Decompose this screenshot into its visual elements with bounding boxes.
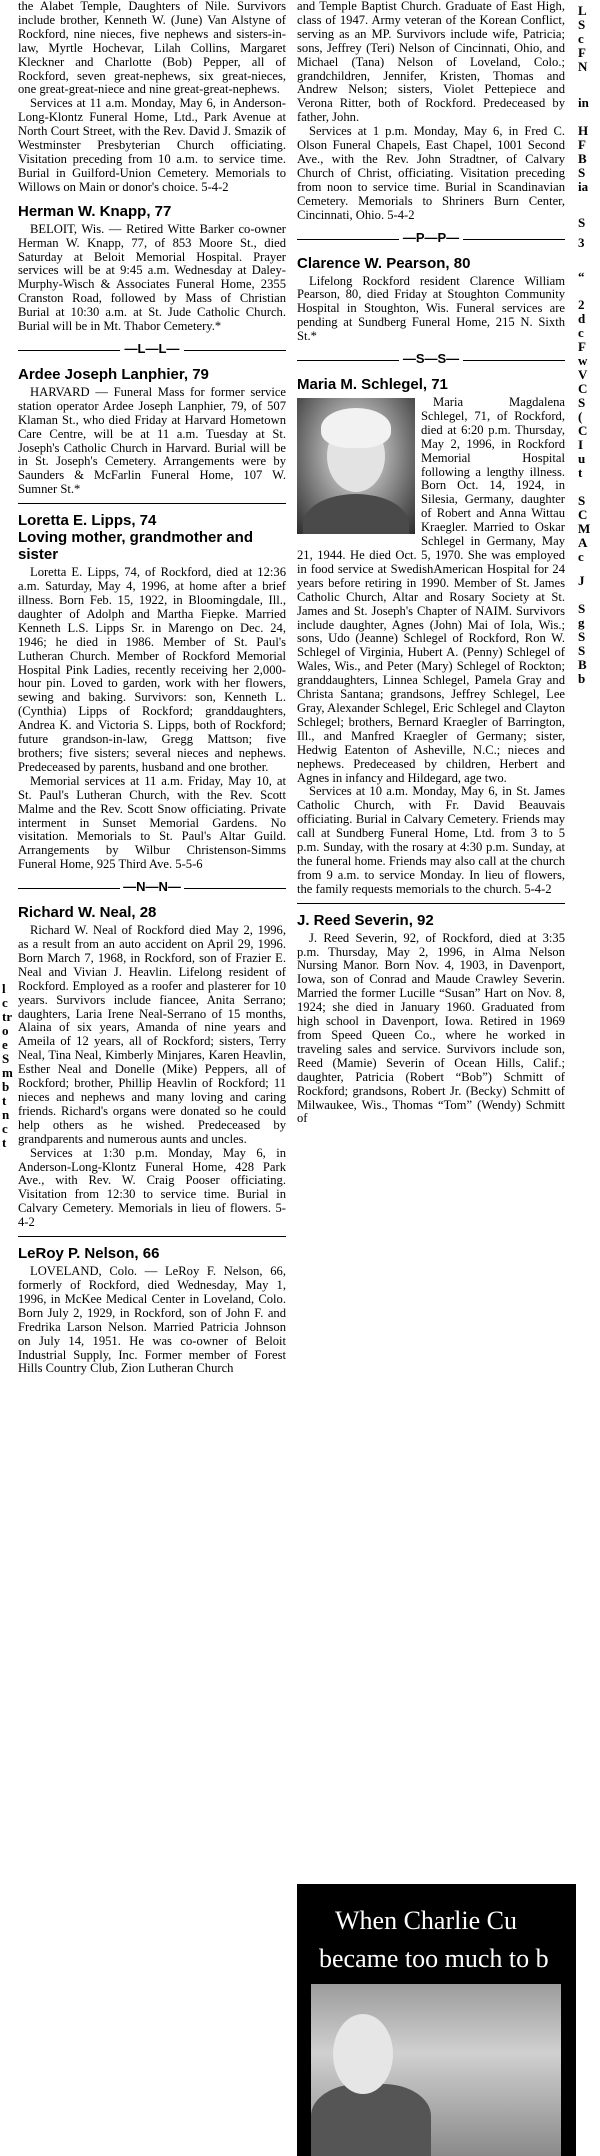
ad-headline-line1: When Charlie Cu — [335, 1906, 517, 1935]
separator-rule — [297, 903, 565, 904]
right-fragment: L — [578, 3, 587, 18]
right-fragment: c — [578, 31, 584, 46]
ad-photo-head — [333, 2014, 393, 2094]
left-fragment: n — [2, 1107, 10, 1122]
right-fragment: I — [578, 437, 584, 452]
obituary-continued-paragraph: the Alabet Temple, Daughters of Nile. Survivors include brother, Kenneth W. (June) Van Alstyne of Rockford, nine nieces, five nephews and sisters-in-law, Myrtle Hochevar, Lilah Collins, Margaret Kleckner and Charlotte (Bob) Pepper, all of Rockford, seven great-nephews, six great-nieces, one great-great-niece and nine great-great-nephews. — [18, 0, 286, 97]
right-fragment: c — [578, 325, 584, 340]
right-fragment: F — [578, 137, 586, 152]
obituary-paragraph-nelson: LOVELAND, Colo. — LeRoy F. Nelson, 66, formerly of Rockford, died Wednesday, May 1, 1996, in McKee Medical Center in Loveland, Colo. Born July 2, 1929, in Rockford, son of John F. and Fredrika Larson Nelson. Married Patricia Johnson on July 14, 1951. He was co-owner of Beloit Industrial Supply, Inc. Former member of Forest Hills Country Club, Zion Lutheran Church — [18, 1264, 286, 1376]
services-paragraph-schlegel: Services at 10 a.m. Monday, May 6, in St. James Catholic Church, with Fr. David Beauvais officiating. Burial in Calvary Cemetery. Friends may call at Sundberg Funeral Home, Ltd. from 3 to 5 p.m. Sunday, with the rosary at 4:30 p.m. Sunday, at the funeral home. Friends may also call at the church from 9 a.m. to service Monday. In lieu of flowers, the family requests memorials to the church. 5-4-2 — [297, 784, 565, 896]
section-divider-l — [18, 342, 286, 358]
ad-photo-body — [311, 2084, 431, 2156]
left-fragment: b — [2, 1079, 10, 1094]
obituary-heading-severin: J. Reed Severin, 92 — [297, 911, 434, 929]
obituary-heading-neal: Richard W. Neal, 28 — [18, 904, 157, 922]
right-fragment: M — [578, 521, 591, 536]
divider-label: —N—N— — [123, 879, 181, 895]
obituary-paragraph-schlegel: Maria Magdalena Schlegel, 71, of Rockford, died at 6:20 p.m. Thursday, May 2, 1996, in Rockford Memorial Hospital following a lengthy illness. Born Oct. 14, 1924, in Silesia, Germany, daughter of Robert and Anna Wittau Kraegler. Married to Oskar Schlegel in Germany, May 21, 1944. He died Oct. 5, 1970. She was employed in food service at SwedishAmerican Hospital for 24 years before retiring in 1990. Member of St. James Catholic Church, Altar and Rosary Society at St. James and St. Joseph's Chapter of NAIM. Survivors include daughter, Agnes (John) Mai of Iola, Wis.; sons, Udo (Jeanne) Schlegel of Rockford, Ron W. Schlegel of Virginia, Hubert A. (Penny) Schlegel of Wales, Wis., and Peter (Mary) Schlegel of Rockton; granddaughters, Linnea Schlegel, Pamela Gray and Christa Santana; grandsons, Jeffrey Schlegel, Lee Gray, Alexander Schlegel, Eric Schlegel and Clayton Schlegel; brothers, Bernard Kraegler of Barrington, Ill., and Manfred Kraegler of Germany; sister, Hedwig Eatenton of Asheville, N.C.; nieces and nephews. Predeceased by children, Herbert and Agnes in infancy and Hildegard, age two. — [297, 395, 565, 785]
divider-label: —P—P— — [402, 229, 460, 245]
left-fragment: S — [2, 1051, 10, 1066]
ad-headline-line2: became too much to b — [319, 1944, 549, 1973]
right-fragment: S — [578, 601, 586, 616]
obituary-paragraph-lanphier: HARVARD — Funeral Mass for former service station operator Ardee Joseph Lanphier, 79, of 507 Klaman St., who died Friday at Harvard Hometown Care Centre, will be at 11 a.m. Tuesday at St. Joseph's Catholic Church in Harvard. Burial will be in St. Joseph's Cemetery. Arrangements were by Saunders & McFarlin Funeral Home, 107 W. Sumner St.* — [18, 384, 286, 497]
obituary-continued-paragraph: and Temple Baptist Church. Graduate of East High, class of 1947. Army veteran of the Korean Conflict, serving as an MP. Survivors include wife, Patricia; sons, Jeffrey (Teri) Nelson of Cincinnati, Ohio, and Michael (Tana) Nelson of Loveland, Colo.; grandchildren, Jennifer, Kristen, Thomas and Andrew Nelson; sisters, Violet Pettepiece and Verona Ritter, both of Rockford. Predeceased by father, John. — [297, 0, 565, 125]
services-paragraph: Services at 11 a.m. Monday, May 6, in Anderson-Long-Klontz Funeral Home, Ltd., Park Avenue at North Court Street, with the Rev. David J. Smazik of Westminster Presbyterian Church officiating. Visitation preceding from 10 a.m. to service time. Burial in Guilford-Union Cemetery. Memorials to Willows on Main or donor's choice. 5-4-2 — [18, 96, 286, 194]
ad-photo — [311, 1984, 561, 2156]
obituary-heading-lipps — [18, 512, 286, 563]
left-fragment: c — [2, 995, 8, 1010]
advertisement-box — [297, 1884, 576, 2156]
right-fragment: “ — [578, 269, 585, 284]
obituary-paragraph-lipps: Loretta E. Lipps, 74, of Rockford, died at 12:36 a.m. Saturday, May 4, 1996, at home after a brief illness. Born Feb. 15, 1922, in Bloomingdale, Ill., daughter of Adolph and Martha Fiepke. Married Kenneth L.S. Lipps Sr. in Marengo on Dec. 24, 1946; he died in 1986. Member of St. Paul's Lutheran Church. Member of Rockford Memorial Hospital Pink Ladies, recently receiving her 2,000-hour pin. Loved to garden, work with her flowers, sewing and baking. Survivors: son, Kenneth L. (Cynthia) Lipps of Rockford; granddaughters, Andrea K. and Victoria S. Lipps, both of Rockford; future grandson-in-law, Gregg Mattson; five brothers; five sisters; several nieces and nephews. Predeceased by parents, husband and one brother. — [18, 565, 286, 774]
obituary-heading-lanphier: Ardee Joseph Lanphier, 79 — [18, 365, 209, 383]
right-fragment: F — [578, 339, 586, 354]
left-fragment: c — [2, 1121, 8, 1136]
right-fragment: c — [578, 549, 584, 564]
right-fragment: d — [578, 311, 586, 326]
section-divider-s — [297, 352, 565, 368]
services-paragraph-neal: Services at 1:30 p.m. Monday, May 6, in Anderson-Long-Klontz Funeral Home, 428 Park Ave., with Rev. W. Craig Pooser officiating. Visitation from 12:30 to service time. Burial in Calvary Cemetery. Memorials in lieu of flowers. 5-4-2 — [18, 1145, 286, 1230]
obituary-heading-pearson: Clarence W. Pearson, 80 — [297, 254, 471, 272]
right-fragment: t — [578, 465, 583, 480]
left-fragment: o — [2, 1023, 9, 1038]
services-paragraph-lipps: Memorial services at 11 a.m. Friday, May 10, at St. Paul's Lutheran Church, with the Rev. Scott Malme and the Rev. Scott Snow officiating. Private interment in Sunset Memorial Gardens. No visitation. Memorials to St. Paul's Altar Guild. Arrangements by Wilbur Christenson-Simms Funeral Home, 925 Third Ave. 5-5-6 — [18, 773, 286, 872]
heading-name: Loretta E. Lipps, 74 — [18, 512, 157, 530]
services-paragraph: Services at 1 p.m. Monday, May 6, in Fred C. Olson Funeral Chapels, East Chapel, 1001 Second Ave., with the Rev. John Stradtner, of Calvary Church of Christ, officiating. Visitation preceding from noon to service time. Burial in Scandinavian Cemetery. Memorials to Shriners Burn Center, Cincinnati, Ohio. 5-4-2 — [297, 124, 565, 222]
obituary-heading-nelson: LeRoy P. Nelson, 66 — [18, 1245, 160, 1263]
obituary-paragraph-severin: J. Reed Severin, 92, of Rockford, died at 3:35 p.m. Thursday, May 2, 1996, in Alma Nelson Nursing Manor. Born Nov. 4, 1903, in Davenport, Iowa, son of Conrad and Maude Crawley Severin. Married the former Lucille “Susan” Hart on Nov. 8, 1924; she died in January 1960. Graduated from high school in Davenport, Iowa. Retired in 1969 from Speed Queen Co., where he worked in traveling sales and service. Survivors include son, Reed (Mamie) Severin of Ocean Hills, Calif.; daughter, Patricia (Robert “Bob”) Schmitt of Rockford; grandsons, Robert Jr. (Becky) Schmitt of Milwaukee, Wis., Thomas “Tom” (Wendy) Schmitt of — [297, 930, 565, 1126]
photo-shoulders — [303, 494, 409, 534]
left-fragment: t — [2, 1135, 7, 1150]
right-fragment: S — [578, 629, 586, 644]
right-fragment: ( — [578, 409, 583, 424]
section-divider-n — [18, 880, 286, 896]
right-fragment: w — [578, 353, 588, 368]
right-fragment: B — [578, 151, 587, 166]
divider-label: —L—L— — [124, 340, 180, 356]
separator-rule — [18, 503, 286, 504]
right-fragment: S — [578, 215, 586, 230]
right-fragment: J — [578, 573, 585, 588]
right-fragment: u — [578, 451, 586, 466]
heading-subtitle: Loving mother, grandmother and sister — [18, 529, 254, 564]
right-fragment: B — [578, 657, 587, 672]
photo-hair — [321, 408, 391, 448]
portrait-photo — [297, 398, 415, 534]
right-fragment: C — [578, 507, 588, 522]
left-fragment: e — [2, 1037, 8, 1052]
right-fragment: in — [578, 95, 589, 110]
right-fragment: 3 — [578, 235, 585, 250]
right-fragment: N — [578, 59, 588, 74]
column-2 — [297, 0, 565, 1126]
obituary-paragraph-knapp: BELOIT, Wis. — Retired Witte Barker co-owner Herman W. Knapp, 77, of 853 Moore St., died Saturday at Beloit Memorial Hospital. Prayer services will be at 9:45 a.m. Wednesday at Daley-Murphy-Wisch & Associates Funeral Home, 2355 Cranston Road, followed by Mass of Christian Burial at 10:30 a.m. at St. Jude Catholic Church. Burial will be in Mt. Thabor Cemetery.* — [18, 221, 286, 334]
right-fragment: S — [578, 395, 586, 410]
right-fragment: F — [578, 45, 586, 60]
right-fragment: C — [578, 381, 588, 396]
right-fragment: b — [578, 671, 586, 686]
right-fragment: H — [578, 123, 589, 138]
obituary-paragraph-neal: Richard W. Neal of Rockford died May 2, 1996, as a result from an auto accident on April 29, 1996. Born March 7, 1968, in Rockford, son of Frazier E. Neal and Vivian J. Heavlin. Lifelong resident of Rockford. Employed as a roofer and plasterer for 10 years. Survivors include fiancee, Anita Serrano; daughters, Laria Irene Neal-Serrano of 15 months, Alaina of six years, Amanda of nine years and Ameila of 12 years, all of Rockford; sisters, Terry Neal, Tina Neal, Kimberly Minjares, Karen Heavlin, Esther Neal and Donelle (Mike) Peppers, all of Rockford; brother, Phillip Heavlin of Rockford; 11 nieces and nephews and many loving and caring friends. Richard's organs were donated so he could help others as he wished. Predeceased by grandparents and numerous aunts and uncles. — [18, 923, 286, 1146]
section-divider-p — [297, 231, 565, 247]
right-fragment: V — [578, 367, 588, 382]
obituary-heading-knapp: Herman W. Knapp, 77 — [18, 202, 172, 220]
right-fragment: S — [578, 165, 586, 180]
right-fragment: g — [578, 615, 585, 630]
obituary-paragraph-pearson: Lifelong Rockford resident Clarence William Pearson, 80, died Friday at Stoughton Community Hospital in Stoughton, Wis. Funeral services are pending at Sundberg Funeral Home, 215 N. Sixth St.* — [297, 273, 565, 344]
right-fragment: S — [578, 643, 586, 658]
right-edge-strip — [576, 0, 600, 2156]
right-fragment: S — [578, 17, 586, 32]
right-fragment: A — [578, 535, 588, 550]
right-fragment: ia — [578, 179, 589, 194]
right-fragment: S — [578, 493, 586, 508]
right-fragment: 2 — [578, 297, 585, 312]
divider-label: —S—S— — [402, 351, 460, 367]
column-1 — [18, 0, 286, 1376]
left-fragment: l — [2, 981, 6, 996]
left-fragment: m — [2, 1065, 13, 1080]
left-edge-strip — [0, 0, 14, 2156]
left-fragment: tr — [2, 1009, 13, 1024]
obituary-heading-schlegel: Maria M. Schlegel, 71 — [297, 376, 448, 394]
left-fragment: t — [2, 1093, 7, 1108]
right-fragment: C — [578, 423, 588, 438]
separator-rule — [18, 1236, 286, 1237]
